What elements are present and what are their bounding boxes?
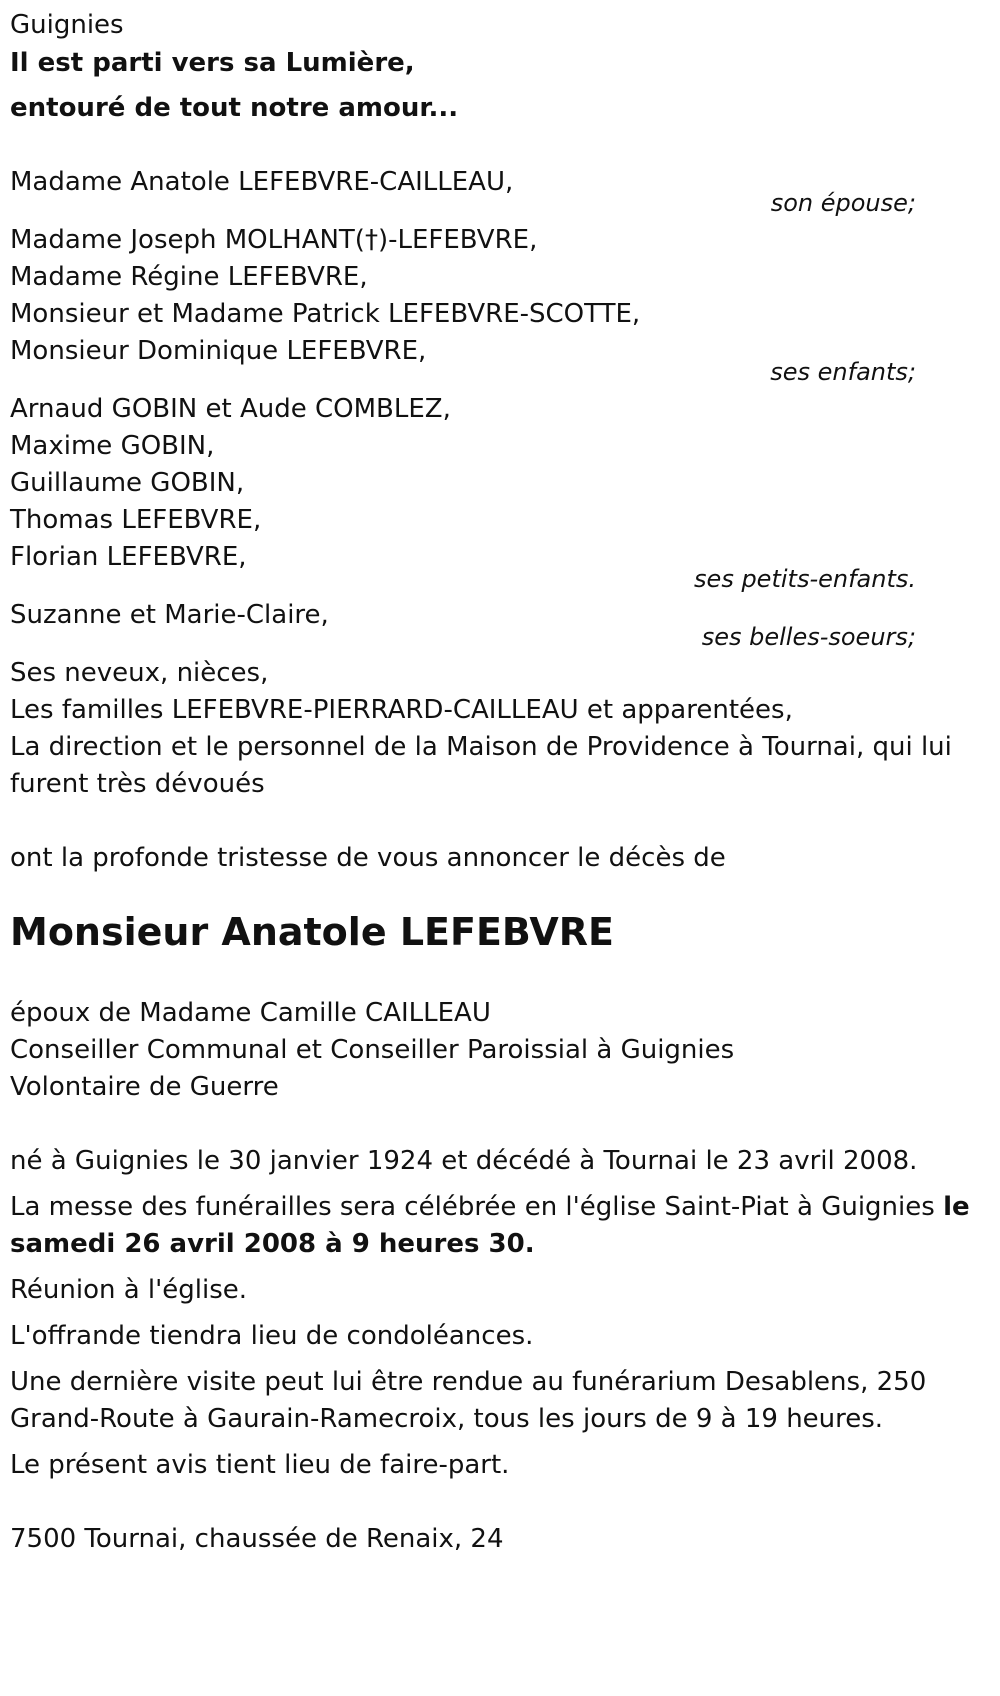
location-heading: Guignies bbox=[10, 10, 124, 40]
meeting-line: Réunion à l'église. bbox=[10, 1275, 248, 1305]
announcement-text: ont la profonde tristesse de vous annoncer le décès de bbox=[10, 843, 726, 873]
address-line: 7500 Tournai, chaussée de Renaix, 24 bbox=[10, 1524, 504, 1554]
grandchild-4: Thomas LEFEBVRE, bbox=[10, 505, 262, 535]
child-3: Monsieur et Madame Patrick LEFEBVRE-SCOTTE, bbox=[10, 299, 641, 329]
notice-line: Le présent avis tient lieu de faire-part. bbox=[10, 1450, 510, 1480]
grandchild-2: Maxime GOBIN, bbox=[10, 431, 215, 461]
deceased-detail-2: Conseiller Communal et Conseiller Paroissial à Guignies bbox=[10, 1035, 735, 1065]
mass-date-lead: le bbox=[943, 1192, 970, 1222]
deceased-detail-3: Volontaire de Guerre bbox=[10, 1072, 279, 1102]
others-line-4: furent très dévoués bbox=[10, 769, 265, 799]
grandchild-3: Guillaume GOBIN, bbox=[10, 468, 245, 498]
visit-line-2: Grand-Route à Gaurain-Ramecroix, tous les jours de 9 à 19 heures. bbox=[10, 1404, 884, 1434]
birth-death-line: né à Guignies le 30 janvier 1924 et décédé à Tournai le 23 avril 2008. bbox=[10, 1146, 918, 1176]
sisters-in-law-role: ses belles-soeurs; bbox=[701, 623, 916, 651]
deceased-detail-1: époux de Madame Camille CAILLEAU bbox=[10, 998, 491, 1028]
grandchildren-role: ses petits-enfants. bbox=[694, 565, 916, 593]
visit-line-1: Une dernière visite peut lui être rendue au funérarium Desablens, 250 bbox=[10, 1367, 927, 1397]
verse-line-1: Il est parti vers sa Lumière, bbox=[10, 48, 415, 78]
others-line-3: La direction et le personnel de la Maison de Providence à Tournai, qui lui bbox=[10, 732, 952, 762]
verse-line-2: entouré de tout notre amour... bbox=[10, 93, 459, 123]
others-line-2: Les familles LEFEBVRE-PIERRARD-CAILLEAU et apparentées, bbox=[10, 695, 793, 725]
sisters-in-law: Suzanne et Marie-Claire, bbox=[10, 600, 329, 630]
deceased-name: Monsieur Anatole LEFEBVRE bbox=[10, 910, 614, 954]
mass-text: La messe des funérailles sera célébrée en l'église Saint-Piat à Guignies bbox=[10, 1192, 935, 1222]
child-2: Madame Régine LEFEBVRE, bbox=[10, 262, 368, 292]
offering-line: L'offrande tiendra lieu de condoléances. bbox=[10, 1321, 534, 1351]
mass-date: samedi 26 avril 2008 à 9 heures 30. bbox=[10, 1229, 535, 1259]
spouse-role: son épouse; bbox=[770, 189, 916, 217]
grandchild-5: Florian LEFEBVRE, bbox=[10, 542, 247, 572]
mass-line-1 bbox=[10, 1194, 970, 1220]
spouse-name: Madame Anatole LEFEBVRE-CAILLEAU, bbox=[10, 167, 514, 197]
others-line-1: Ses neveux, nièces, bbox=[10, 658, 269, 688]
grandchild-1: Arnaud GOBIN et Aude COMBLEZ, bbox=[10, 394, 451, 424]
child-4: Monsieur Dominique LEFEBVRE, bbox=[10, 336, 427, 366]
child-1: Madame Joseph MOLHANT(†)-LEFEBVRE, bbox=[10, 225, 538, 255]
children-role: ses enfants; bbox=[770, 358, 916, 386]
